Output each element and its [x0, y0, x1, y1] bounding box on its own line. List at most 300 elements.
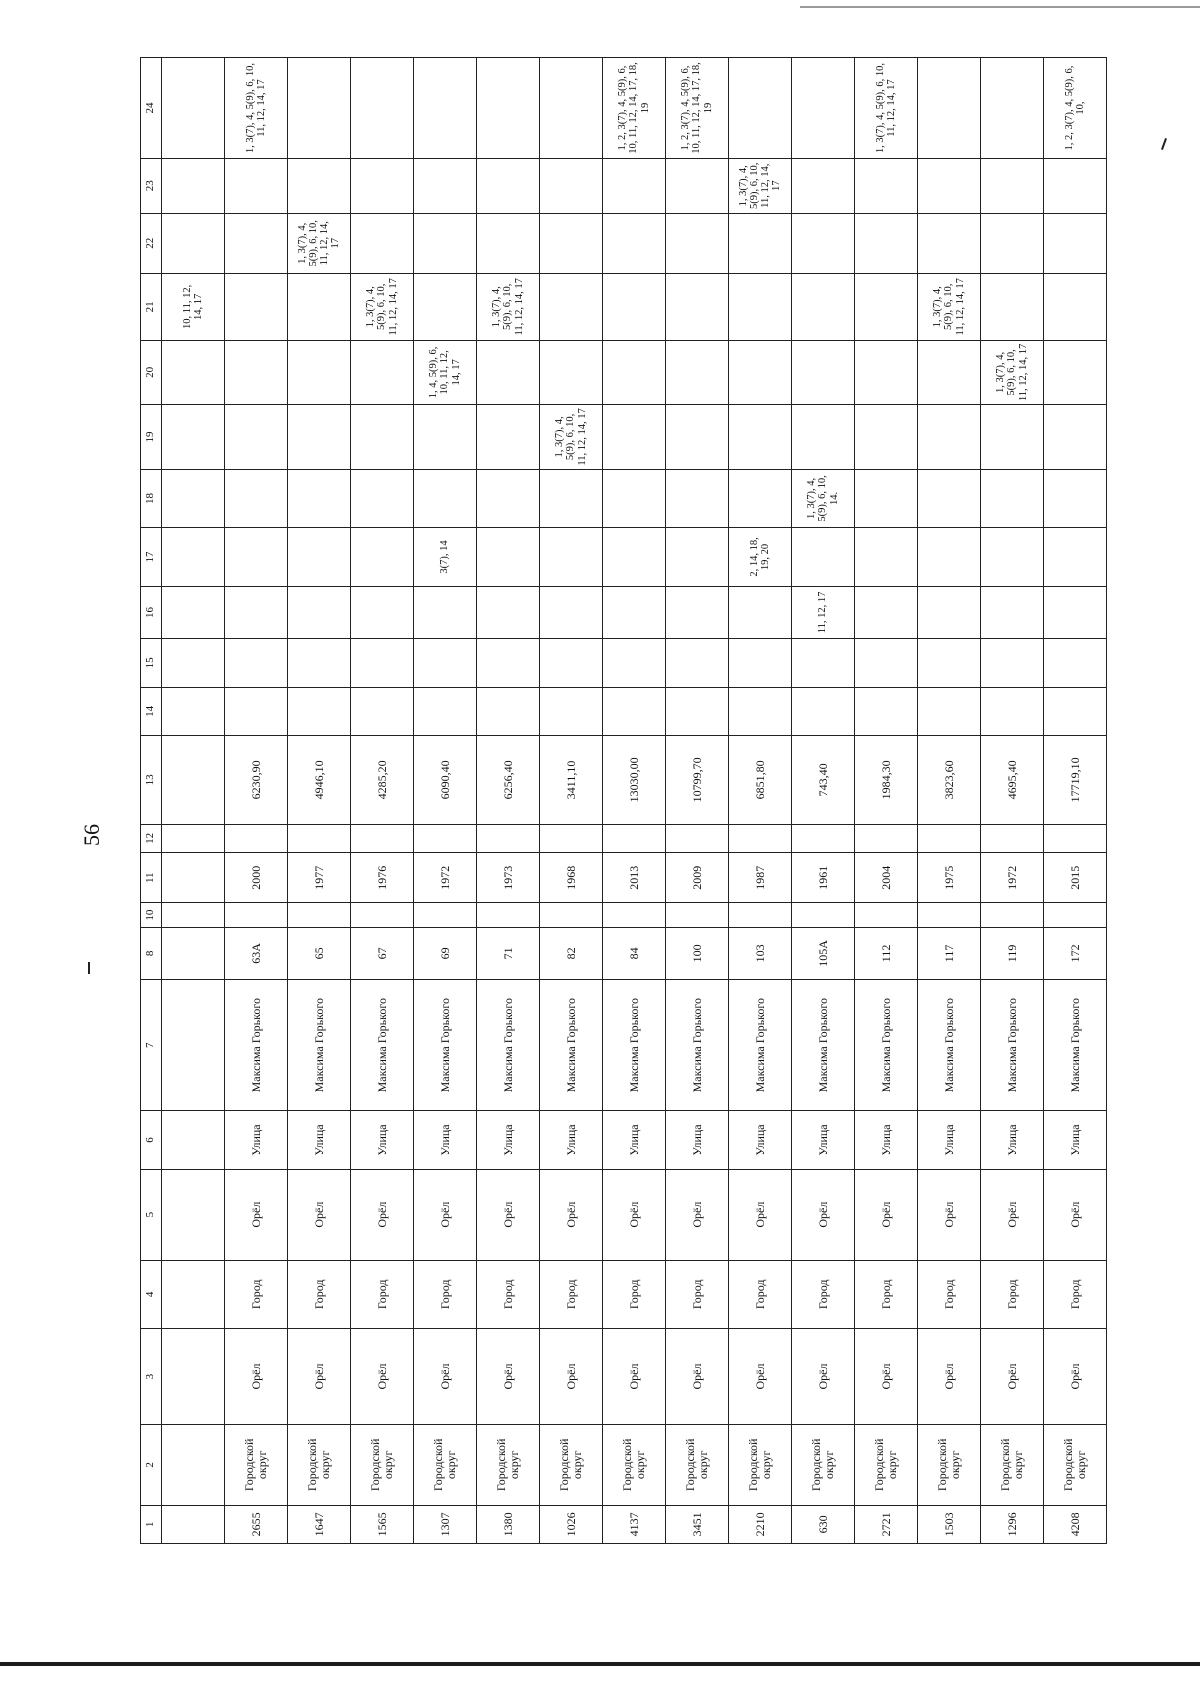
table-cell: [414, 824, 477, 852]
table-cell: Орёл: [540, 1329, 603, 1425]
table-cell: 112: [855, 927, 918, 979]
table-cell: Орёл: [855, 1169, 918, 1260]
table-cell: Улица: [1044, 1111, 1107, 1170]
table-cell: Орёл: [477, 1169, 540, 1260]
table-cell: [351, 405, 414, 470]
table-cell: Орёл: [603, 1329, 666, 1425]
table-cell: 1, 3(7), 4, 5(9), 6, 10, 11, 12, 14, 17: [477, 274, 540, 341]
table-cell: [855, 528, 918, 587]
table-cell: Улица: [666, 1111, 729, 1170]
table-cell: [477, 405, 540, 470]
table-cell: [855, 340, 918, 405]
table-cell: [477, 340, 540, 405]
column-number-cell: 10: [141, 903, 162, 927]
table-cell: [666, 213, 729, 274]
column-number-cell: 12: [141, 824, 162, 852]
table-cell: Улица: [414, 1111, 477, 1170]
table-cell: [918, 824, 981, 852]
table-cell: 4946,10: [288, 736, 351, 825]
table-cell: [162, 528, 225, 587]
table-cell: [666, 159, 729, 213]
table-cell: 1, 3(7), 4, 5(9), 6, 10, 11, 12, 14, 17: [918, 274, 981, 341]
table-cell: [162, 469, 225, 528]
table-cell: Улица: [792, 1111, 855, 1170]
table-cell: [918, 586, 981, 638]
scan-bottom-rule: [0, 1662, 1200, 1666]
table-cell: Город: [540, 1260, 603, 1329]
table-cell: 103: [729, 927, 792, 979]
table-cell: Городской округ: [477, 1424, 540, 1505]
table-cell: [288, 528, 351, 587]
table-cell: 117: [918, 927, 981, 979]
table-cell: [981, 159, 1044, 213]
table-cell: Город: [477, 1260, 540, 1329]
table-cell: [792, 340, 855, 405]
table-cell: 1, 3(7), 4, 5(9), 6, 10, 11, 12, 14, 17: [540, 405, 603, 470]
table-cell: [855, 274, 918, 341]
table-cell: 4285,20: [351, 736, 414, 825]
table-cell: Орёл: [918, 1329, 981, 1425]
table-cell: [225, 213, 288, 274]
table-cell: [918, 340, 981, 405]
table-cell: 1026: [540, 1505, 603, 1543]
table-cell: Город: [855, 1260, 918, 1329]
table-cell: [162, 980, 225, 1111]
table-cell: [162, 1260, 225, 1329]
table-cell: Улица: [225, 1111, 288, 1170]
table-cell: 1, 3(7), 4, 5(9), 6, 10, 11, 12, 14, 17: [729, 159, 792, 213]
table-cell: Город: [351, 1260, 414, 1329]
table-cell: [540, 340, 603, 405]
table-cell: Максима Горького: [351, 980, 414, 1111]
table-cell: [477, 469, 540, 528]
table-cell: [729, 213, 792, 274]
table-cell: 2655: [225, 1505, 288, 1543]
table-cell: [1044, 159, 1107, 213]
table-cell: [729, 274, 792, 341]
table-row: [288, 58, 351, 1544]
table-cell: 1976: [351, 853, 414, 903]
table-cell: Город: [729, 1260, 792, 1329]
column-number-cell: 19: [141, 405, 162, 470]
table-cell: Городской округ: [414, 1424, 477, 1505]
table-cell: 4695,40: [981, 736, 1044, 825]
table-cell: [351, 528, 414, 587]
table-cell: [540, 58, 603, 159]
table-cell: [162, 853, 225, 903]
table-cell: [981, 639, 1044, 687]
column-number-cell: 13: [141, 736, 162, 825]
table-cell: [225, 903, 288, 927]
table-cell: [855, 405, 918, 470]
table-cell: Город: [288, 1260, 351, 1329]
table-cell: 1977: [288, 853, 351, 903]
table-cell: Улица: [351, 1111, 414, 1170]
table-cell: Орёл: [1044, 1169, 1107, 1260]
table-cell: [918, 528, 981, 587]
table-cell: Орёл: [1044, 1329, 1107, 1425]
page-number: 56: [79, 824, 104, 846]
table-cell: [351, 340, 414, 405]
table-cell: [918, 687, 981, 735]
table-cell: Орёл: [477, 1329, 540, 1425]
table-cell: [855, 159, 918, 213]
table-cell: [225, 469, 288, 528]
table-cell: [162, 1424, 225, 1505]
table-cell: [603, 274, 666, 341]
table-cell: Городской округ: [792, 1424, 855, 1505]
table-row: [666, 58, 729, 1544]
table-cell: [1044, 340, 1107, 405]
table-cell: [162, 736, 225, 825]
table-cell: [351, 586, 414, 638]
table-cell: 1968: [540, 853, 603, 903]
table-cell: 1, 2, 3(7), 4, 5(9), 6, 10, 11, 12, 14, 17, 18, 19: [603, 58, 666, 159]
table-cell: [225, 824, 288, 852]
table-cell: [351, 213, 414, 274]
table-cell: [603, 586, 666, 638]
table-cell: 65: [288, 927, 351, 979]
table-cell: [288, 586, 351, 638]
table-row: [225, 58, 288, 1544]
table-cell: 743,40: [792, 736, 855, 825]
table-cell: Максима Горького: [288, 980, 351, 1111]
table-cell: Максима Горького: [792, 980, 855, 1111]
table-cell: [666, 405, 729, 470]
table-cell: 1972: [981, 853, 1044, 903]
table-cell: [918, 213, 981, 274]
table-cell: [792, 159, 855, 213]
table-cell: [225, 687, 288, 735]
column-number-cell: 7: [141, 980, 162, 1111]
table-cell: [351, 58, 414, 159]
table-cell: [225, 274, 288, 341]
table-cell: Орёл: [351, 1329, 414, 1425]
table-cell: Орёл: [918, 1169, 981, 1260]
table-cell: 6256,40: [477, 736, 540, 825]
table-cell: [855, 687, 918, 735]
table-cell: Улица: [729, 1111, 792, 1170]
table-cell: [414, 405, 477, 470]
table-cell: Улица: [855, 1111, 918, 1170]
table-cell: Орёл: [792, 1329, 855, 1425]
table-cell: [981, 824, 1044, 852]
table-cell: [1044, 469, 1107, 528]
table-cell: [1044, 274, 1107, 341]
table-body: [141, 58, 1107, 1544]
table-cell: Городской округ: [918, 1424, 981, 1505]
table-cell: [603, 903, 666, 927]
table-cell: [918, 903, 981, 927]
table-cell: [918, 639, 981, 687]
column-number-cell: 20: [141, 340, 162, 405]
table-cell: [666, 274, 729, 341]
table-cell: 100: [666, 927, 729, 979]
table-cell: 172: [1044, 927, 1107, 979]
rotated-table-area: [140, 57, 1088, 1544]
table-cell: [918, 469, 981, 528]
table-cell: [603, 340, 666, 405]
table-cell: 71: [477, 927, 540, 979]
table-cell: [792, 687, 855, 735]
table-cell: [288, 274, 351, 341]
table-row: [162, 58, 225, 1544]
table-cell: Максима Горького: [540, 980, 603, 1111]
table-cell: 1, 2, 3(7), 4, 5(9), 6, 10,: [1044, 58, 1107, 159]
table-cell: [288, 469, 351, 528]
table-cell: [603, 405, 666, 470]
table-cell: [288, 687, 351, 735]
table-cell: [981, 586, 1044, 638]
table-cell: [981, 274, 1044, 341]
table-cell: 2000: [225, 853, 288, 903]
table-row: [918, 58, 981, 1544]
table-cell: 3411,10: [540, 736, 603, 825]
table-cell: [792, 824, 855, 852]
table-cell: Орёл: [414, 1329, 477, 1425]
table-cell: [603, 824, 666, 852]
table-cell: 2015: [1044, 853, 1107, 903]
table-cell: Орёл: [225, 1329, 288, 1425]
table-cell: [855, 213, 918, 274]
table-cell: [729, 405, 792, 470]
table-cell: Максима Горького: [225, 980, 288, 1111]
table-cell: [729, 824, 792, 852]
table-cell: [729, 687, 792, 735]
table-cell: [351, 903, 414, 927]
table-cell: 10799,70: [666, 736, 729, 825]
table-cell: [855, 469, 918, 528]
table-cell: [477, 824, 540, 852]
table-cell: [225, 405, 288, 470]
table-cell: [855, 824, 918, 852]
table-cell: [225, 159, 288, 213]
table-cell: Максима Горького: [981, 980, 1044, 1111]
table-cell: [603, 469, 666, 528]
table-cell: [414, 639, 477, 687]
table-cell: [477, 903, 540, 927]
table-cell: Улица: [603, 1111, 666, 1170]
table-cell: 1, 4, 5(9), 6, 10, 11, 12, 14, 17: [414, 340, 477, 405]
table-cell: 630: [792, 1505, 855, 1543]
table-cell: Городской округ: [540, 1424, 603, 1505]
table-cell: Орёл: [288, 1329, 351, 1425]
column-number-cell: 11: [141, 853, 162, 903]
table-cell: [792, 58, 855, 159]
table-cell: 1987: [729, 853, 792, 903]
table-cell: [477, 213, 540, 274]
table-cell: 1, 3(7), 4, 5(9), 6, 10, 11, 12, 14, 17: [855, 58, 918, 159]
table-cell: 1984,30: [855, 736, 918, 825]
table-cell: 10, 11, 12, 14, 17: [162, 274, 225, 341]
column-number-cell: 5: [141, 1169, 162, 1260]
table-row: [603, 58, 666, 1544]
table-cell: 4208: [1044, 1505, 1107, 1543]
table-cell: [729, 340, 792, 405]
table-cell: [414, 213, 477, 274]
table-cell: 2210: [729, 1505, 792, 1543]
table-cell: 13030,00: [603, 736, 666, 825]
table-cell: Город: [981, 1260, 1044, 1329]
table-cell: 3823,60: [918, 736, 981, 825]
table-cell: [981, 405, 1044, 470]
table-cell: Орёл: [666, 1329, 729, 1425]
table-cell: [351, 159, 414, 213]
table-cell: Максима Горького: [603, 980, 666, 1111]
table-cell: [1044, 405, 1107, 470]
table-cell: [162, 824, 225, 852]
table-cell: [351, 824, 414, 852]
table-cell: 3451: [666, 1505, 729, 1543]
table-cell: [540, 903, 603, 927]
column-number-cell: 4: [141, 1260, 162, 1329]
housing-register-table: [140, 57, 1107, 1544]
table-cell: Орёл: [981, 1329, 1044, 1425]
column-number-cell: 23: [141, 159, 162, 213]
table-cell: Максима Горького: [414, 980, 477, 1111]
table-cell: [225, 639, 288, 687]
table-cell: [414, 469, 477, 528]
table-cell: [540, 687, 603, 735]
column-number-cell: 22: [141, 213, 162, 274]
table-cell: [540, 213, 603, 274]
column-number-cell: 6: [141, 1111, 162, 1170]
table-cell: [162, 903, 225, 927]
table-cell: 63А: [225, 927, 288, 979]
table-row: [414, 58, 477, 1544]
table-cell: 2009: [666, 853, 729, 903]
table-cell: 6090,40: [414, 736, 477, 825]
table-cell: [981, 687, 1044, 735]
table-cell: Город: [792, 1260, 855, 1329]
table-cell: [477, 58, 540, 159]
table-cell: Городской округ: [288, 1424, 351, 1505]
table-cell: [729, 586, 792, 638]
table-cell: [477, 687, 540, 735]
table-cell: [288, 903, 351, 927]
table-cell: 1503: [918, 1505, 981, 1543]
table-cell: [351, 639, 414, 687]
table-cell: 6230,90: [225, 736, 288, 825]
table-cell: Улица: [477, 1111, 540, 1170]
table-cell: [666, 586, 729, 638]
table-cell: [729, 469, 792, 528]
table-cell: 67: [351, 927, 414, 979]
table-cell: Городской округ: [603, 1424, 666, 1505]
table-cell: [666, 469, 729, 528]
table-cell: [666, 903, 729, 927]
table-cell: [162, 213, 225, 274]
table-cell: Город: [1044, 1260, 1107, 1329]
table-cell: Максима Горького: [729, 980, 792, 1111]
table-cell: 3(7), 14: [414, 528, 477, 587]
table-cell: Городской округ: [666, 1424, 729, 1505]
table-cell: 1565: [351, 1505, 414, 1543]
table-cell: [981, 213, 1044, 274]
table-row: [981, 58, 1044, 1544]
column-number-cell: 21: [141, 274, 162, 341]
table-cell: 1296: [981, 1505, 1044, 1543]
table-cell: [666, 528, 729, 587]
table-row: [855, 58, 918, 1544]
table-cell: [414, 687, 477, 735]
table-cell: Городской округ: [981, 1424, 1044, 1505]
table-cell: 2013: [603, 853, 666, 903]
rotated-table-wrapper: [140, 57, 1088, 1544]
table-cell: [162, 639, 225, 687]
table-cell: 17719,10: [1044, 736, 1107, 825]
table-cell: [540, 824, 603, 852]
table-cell: Максима Горького: [918, 980, 981, 1111]
table-cell: [855, 586, 918, 638]
table-cell: [225, 586, 288, 638]
table-cell: Максима Горького: [1044, 980, 1107, 1111]
table-cell: 84: [603, 927, 666, 979]
table-cell: 69: [414, 927, 477, 979]
column-number-cell: 18: [141, 469, 162, 528]
table-cell: Город: [603, 1260, 666, 1329]
table-cell: [603, 159, 666, 213]
table-cell: Улица: [918, 1111, 981, 1170]
table-cell: [666, 687, 729, 735]
table-cell: [162, 1111, 225, 1170]
table-cell: [729, 639, 792, 687]
table-cell: [1044, 687, 1107, 735]
table-cell: [540, 469, 603, 528]
table-cell: [855, 639, 918, 687]
table-cell: [792, 274, 855, 341]
table-cell: Орёл: [981, 1169, 1044, 1260]
table-cell: [792, 903, 855, 927]
table-cell: [225, 340, 288, 405]
table-cell: Максима Горького: [855, 980, 918, 1111]
table-cell: [792, 639, 855, 687]
table-cell: [918, 159, 981, 213]
table-cell: [666, 639, 729, 687]
table-cell: [414, 274, 477, 341]
table-cell: [351, 687, 414, 735]
table-cell: Улица: [288, 1111, 351, 1170]
table-cell: [162, 586, 225, 638]
table-cell: [477, 159, 540, 213]
table-cell: Городской округ: [855, 1424, 918, 1505]
table-cell: [162, 340, 225, 405]
table-cell: [540, 159, 603, 213]
table-cell: [603, 687, 666, 735]
table-cell: Орёл: [540, 1169, 603, 1260]
table-cell: [918, 58, 981, 159]
table-cell: [162, 405, 225, 470]
column-number-cell: 3: [141, 1329, 162, 1425]
table-cell: [540, 639, 603, 687]
table-cell: [540, 586, 603, 638]
column-number-cell: 17: [141, 528, 162, 587]
table-cell: [288, 824, 351, 852]
column-number-cell: 1: [141, 1505, 162, 1543]
table-cell: [792, 405, 855, 470]
table-cell: Орёл: [729, 1329, 792, 1425]
table-row: [1044, 58, 1107, 1544]
table-cell: 6851,80: [729, 736, 792, 825]
table-cell: [540, 274, 603, 341]
table-cell: [162, 159, 225, 213]
table-cell: [1044, 639, 1107, 687]
table-cell: [477, 528, 540, 587]
table-cell: Город: [414, 1260, 477, 1329]
table-cell: 82: [540, 927, 603, 979]
table-cell: 1, 3(7), 4, 5(9), 6, 10, 14.: [792, 469, 855, 528]
table-cell: 1, 2, 3(7), 4, 5(9), 6, 10, 11, 12, 14, 17, 18, 19: [666, 58, 729, 159]
